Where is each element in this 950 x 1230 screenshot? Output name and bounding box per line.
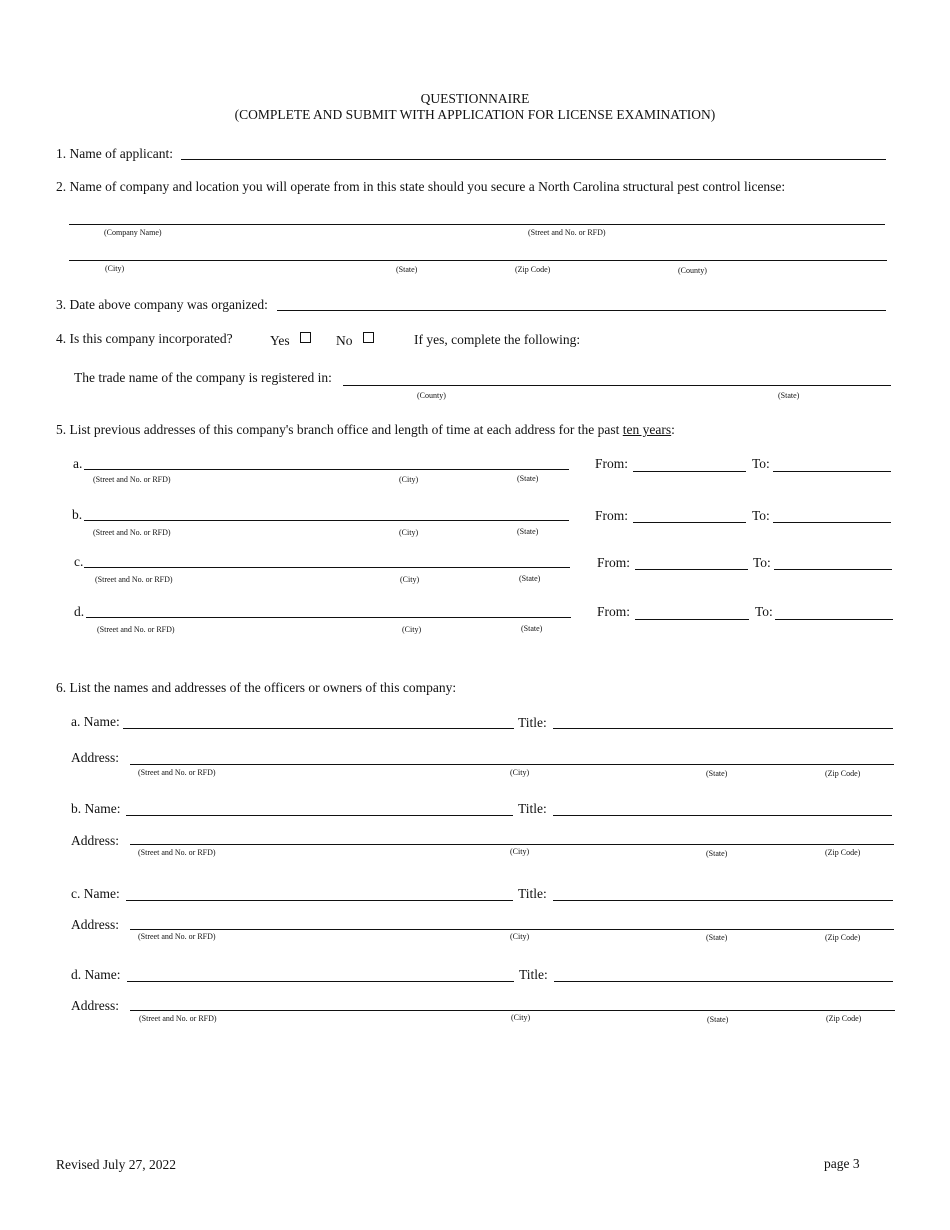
city-caption: (City): [402, 625, 422, 634]
no-label: No: [336, 333, 353, 348]
officer-name-label: d. Name:: [71, 967, 121, 982]
trade-name-label: The trade name of the company is registered in:: [74, 370, 332, 385]
street-caption: (Street and No. or RFD): [93, 475, 171, 484]
to-date-field[interactable]: [774, 569, 892, 570]
zip-caption: (Zip Code): [825, 769, 861, 778]
city-caption: (City): [510, 847, 530, 856]
applicant-name-field[interactable]: [181, 159, 886, 160]
street-caption: (Street and No. or RFD): [138, 848, 216, 857]
officer-title-field[interactable]: [554, 981, 893, 982]
street-caption: (Street and No. or RFD): [95, 575, 173, 584]
to-label: To:: [752, 456, 770, 471]
q4-label: 4. Is this company incorporated?: [56, 331, 233, 346]
to-date-field[interactable]: [773, 522, 891, 523]
from-date-field[interactable]: [635, 619, 749, 620]
state-caption: (State): [706, 849, 728, 858]
officer-name-label: c. Name:: [71, 886, 120, 901]
to-date-field[interactable]: [773, 471, 891, 472]
officer-title-label: Title:: [519, 967, 548, 982]
state-caption: (State): [517, 527, 539, 536]
street-caption: (Street and No. or RFD): [138, 768, 216, 777]
officer-name-field[interactable]: [127, 981, 514, 982]
zip-caption: (Zip Code): [826, 1014, 862, 1023]
previous-address-field[interactable]: [84, 469, 569, 470]
form-title: QUESTIONNAIRE: [420, 91, 530, 106]
county-caption: (County): [678, 266, 707, 275]
zip-caption: (Zip Code): [825, 848, 861, 857]
from-label: From:: [595, 508, 629, 523]
q2-label: 2. Name of company and location you will operate from in this state should you secure a North Carolina structural pest control license:: [56, 179, 786, 194]
state-caption: (State): [521, 624, 543, 633]
officer-name-field[interactable]: [123, 728, 514, 729]
company-city-state-field[interactable]: [69, 260, 887, 261]
officer-address-label: Address:: [71, 998, 119, 1013]
zip-caption: (Zip Code): [825, 933, 861, 942]
yes-checkbox[interactable]: [300, 332, 311, 343]
previous-address-field[interactable]: [86, 617, 571, 618]
revised-date: Revised July 27, 2022: [56, 1157, 176, 1172]
from-label: From:: [595, 456, 629, 471]
yes-label: Yes: [270, 333, 290, 348]
zip-caption: (Zip Code): [515, 265, 551, 274]
from-date-field[interactable]: [633, 522, 746, 523]
officer-name-field[interactable]: [126, 900, 513, 901]
city-caption: (City): [510, 768, 530, 777]
address-row-letter: c.: [74, 554, 84, 569]
officer-address-label: Address:: [71, 750, 119, 765]
organized-date-field[interactable]: [277, 310, 886, 311]
address-row-letter: a.: [73, 456, 83, 471]
state-caption: (State): [517, 474, 539, 483]
street-caption: (Street and No. or RFD): [139, 1014, 217, 1023]
to-label: To:: [752, 508, 770, 523]
q5-label: 5. List previous addresses of this company's branch office and length of time at each address for the past ten years:: [56, 422, 675, 437]
company-name-street-field[interactable]: [69, 224, 885, 225]
officer-name-label: a. Name:: [71, 714, 120, 729]
street-caption: (Street and No. or RFD): [93, 528, 171, 537]
previous-address-field[interactable]: [84, 567, 570, 568]
officer-address-field[interactable]: [130, 1010, 895, 1011]
city-caption: (City): [399, 528, 419, 537]
address-row-letter: b.: [72, 507, 83, 522]
officer-name-label: b. Name:: [71, 801, 121, 816]
to-label: To:: [755, 604, 773, 619]
from-date-field[interactable]: [635, 569, 748, 570]
city-caption: (City): [511, 1013, 531, 1022]
state-caption: (State): [707, 1015, 729, 1024]
officer-name-field[interactable]: [126, 815, 513, 816]
city-caption: (City): [105, 264, 125, 273]
address-row-letter: d.: [74, 604, 85, 619]
page-number: page 3: [824, 1156, 860, 1171]
officer-title-label: Title:: [518, 801, 547, 816]
q3-label: 3. Date above company was organized:: [56, 297, 268, 312]
officer-title-field[interactable]: [553, 728, 893, 729]
officer-title-field[interactable]: [553, 900, 893, 901]
previous-address-field[interactable]: [84, 520, 569, 521]
from-label: From:: [597, 604, 631, 619]
officer-title-label: Title:: [518, 886, 547, 901]
city-caption: (City): [510, 932, 530, 941]
street-caption: (Street and No. or RFD): [528, 228, 606, 237]
from-date-field[interactable]: [633, 471, 746, 472]
officer-address-field[interactable]: [130, 844, 894, 845]
county-caption: (County): [417, 391, 446, 400]
street-caption: (Street and No. or RFD): [138, 932, 216, 941]
trade-name-field[interactable]: [343, 385, 891, 386]
street-caption: (Street and No. or RFD): [97, 625, 175, 634]
if-yes-text: If yes, complete the following:: [414, 332, 581, 347]
state-caption: (State): [706, 769, 728, 778]
form-subtitle: (COMPLETE AND SUBMIT WITH APPLICATION FOR LICENSE EXAMINATION): [234, 107, 716, 122]
from-label: From:: [597, 555, 631, 570]
officer-title-label: Title:: [518, 715, 547, 730]
city-caption: (City): [400, 575, 420, 584]
company-name-caption: (Company Name): [104, 228, 162, 237]
city-caption: (City): [399, 475, 419, 484]
officer-address-label: Address:: [71, 917, 119, 932]
officer-address-field[interactable]: [130, 764, 894, 765]
no-checkbox[interactable]: [363, 332, 374, 343]
state-caption: (State): [519, 574, 541, 583]
q1-label: 1. Name of applicant:: [56, 146, 173, 161]
to-label: To:: [753, 555, 771, 570]
officer-address-label: Address:: [71, 833, 119, 848]
to-date-field[interactable]: [775, 619, 893, 620]
q6-label: 6. List the names and addresses of the officers or owners of this company:: [56, 680, 457, 695]
officer-address-field[interactable]: [130, 929, 894, 930]
state-caption: (State): [778, 391, 800, 400]
officer-title-field[interactable]: [553, 815, 892, 816]
state-caption: (State): [706, 933, 728, 942]
state-caption: (State): [396, 265, 418, 274]
